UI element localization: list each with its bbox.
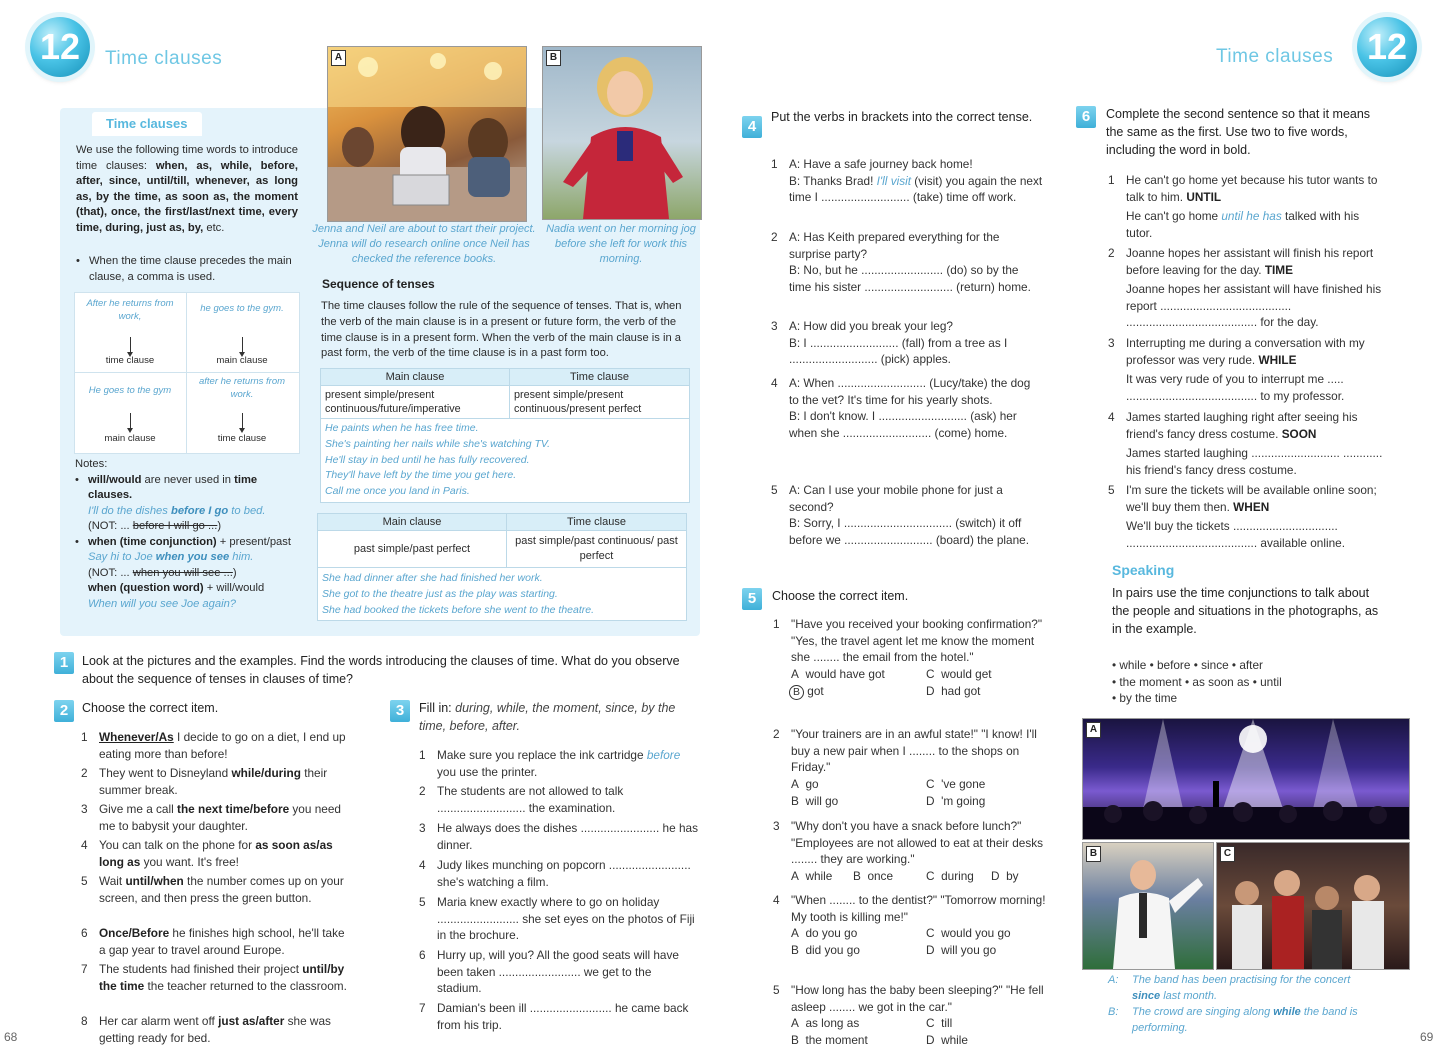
exercise-2-item: 3 Give me a call the next time/before you need me to babysit your daughter.: [81, 802, 341, 833]
photo-b-caption: Nadia went on her morning jog before she left for work this morning.: [546, 223, 696, 265]
exercise-6-item: 1 He can't go home yet because his tutor wants to talk to him. UNTIL He can't go home until he has talked with his tutor.: [1108, 173, 1378, 240]
table-header-main: Main clause: [321, 369, 510, 386]
tenses-table-present: [320, 368, 690, 503]
exercise-3-item: 3 He always does the dishes ........................ he has dinner.: [419, 821, 698, 852]
table-header-main: Main clause: [318, 514, 507, 531]
sequence-text: The time clauses follow the rule of the sequence of tenses. That is, when the verb of the main clause is in a present or future form, the verb of the time clause is in a present form. When the verb of the main clause is in a past form, the verb of the time clause is in a past form too.: [321, 300, 682, 360]
card-divider: [75, 372, 299, 373]
exercise-2-item: 8 Her car alarm went off just as/after she was getting ready for bed.: [81, 1014, 331, 1045]
photo-jogger: [542, 46, 702, 220]
photo-label-a: A: [1086, 722, 1101, 738]
exercise-3-instructions: Fill in: during, while, the moment, since, by the time, before, after.: [419, 701, 676, 733]
speaking-instructions: In pairs use the time conjunctions to talk about the people and situations in the photographs, as in the example.: [1112, 586, 1379, 636]
exercise-6-item: 3 Interrupting me during a conversation with my professor was very rude. WHILE It was very rude of you to interrupt me ..... ........................................ to my professor.: [1108, 336, 1365, 403]
exercise-6-item: 4 James started laughing right after seeing his friend's fancy dress costume. SOON James started laughing ........................... ............ his friend's fancy dress costume.: [1108, 410, 1383, 477]
card-divider: [186, 293, 187, 453]
table-examples: She had dinner after she had finished her work. She got to the theatre just as the play was starting. She had booked the tickets before she went to the theatre.: [318, 568, 687, 621]
example-main-clause-first: He goes to the gym: [88, 385, 172, 396]
example-main-clause-second: he goes to the gym.: [200, 303, 284, 314]
exercise-3-item: 7 Damian's been ill ......................... he came back from his trip.: [419, 1001, 689, 1032]
table-cell-main-tenses: past simple/past perfect: [318, 531, 507, 568]
exercise-3-item: 5 Maria knew exactly where to go on holiday ......................... she set eyes on the photos of Fiji in the brochure.: [419, 895, 695, 942]
exercise-3-item: 4 Judy likes munching on popcorn ......................... she's watching a film.: [419, 858, 691, 889]
photo-label-b: B: [1086, 846, 1101, 862]
table-header-time: Time clause: [510, 369, 690, 386]
exercise-6-item: 2 Joanne hopes her assistant will finish his report before leaving for the day. TIME Joanne hopes her assistant will have finished his report ........................................ ........................................ for the day.: [1108, 246, 1382, 329]
exercise-4-item: 3 A: How did you break your leg? B: I ........................... (fall) from a tree as I ........................... (pick) apples.: [771, 319, 1008, 366]
photo-a-caption: Jenna and Neil are about to start their project. Jenna will do research online once Neil has checked the reference books.: [312, 223, 536, 265]
speaking-heading: Speaking: [1112, 562, 1175, 578]
exercise-number-1: 1: [54, 652, 74, 674]
exercise-5-item: 1 "Have you received your booking confirmation?" "Yes, the travel agent let me know the moment she ........ the email from the hotel." A would have got C would get B got D had got: [773, 617, 1043, 698]
arrow-down-icon: [242, 413, 243, 429]
notes-heading: Notes:: [75, 458, 108, 470]
exercise-2-item: 5 Wait until/when the number comes up on your screen, and then press the green button.: [81, 874, 344, 905]
table-cell-main-tenses: present simple/present continuous/future/imperative: [321, 386, 510, 419]
exercise-3-item: 1 Make sure you replace the ink cartridge before you use the printer.: [419, 748, 681, 779]
exercise-4-item: 5 A: Can I use your mobile phone for just a second? B: Sorry, I ................................. (switch) it off before we ........................... (board) the plane.: [771, 483, 1029, 547]
exercise-2-item: 6 Once/Before he finishes high school, he'll take a gap year to travel around Europe.: [81, 926, 345, 957]
exercise-6-item: 5 I'm sure the tickets will be available online soon; we'll buy them then. WHEN We'll buy the tickets ................................ ........................................ available online.: [1108, 483, 1377, 550]
exercise-1-instructions: Look at the pictures and the examples. Find the words introducing the clauses of time. What do you observe about the sequence of tenses in clauses of time?: [82, 654, 680, 686]
label-main-clause: main clause: [216, 355, 268, 366]
notes: [75, 457, 297, 612]
exercise-number-5: 5: [742, 588, 762, 610]
note-when-conjunction: • when (time conjunction) + present/past Say hi to Joe when you see him. (NOT: ... when you will see ...) when (question word) + will/would When will you see Joe again?: [75, 535, 291, 610]
page-number-left: 68: [4, 1030, 18, 1044]
arrow-down-icon: [242, 337, 243, 353]
exercise-5-instructions: Choose the correct item.: [772, 589, 909, 603]
note-will-would: • will/would are never used in time clauses. I'll do the dishes before I go to bed. (NOT: ... before I will go ...): [75, 473, 266, 532]
exercise-6-instructions: Complete the second sentence so that it means the same as the first. Use two to five words, including the word in bold.: [1106, 107, 1371, 157]
crowd-illustration: [1217, 843, 1409, 969]
exercise-5-item: 2 "Your trainers are in an awful state!" "I know! I'll buy a new pair when I ........ to the shops on Friday." A go C 've gone B will go D 'm going: [773, 727, 1037, 808]
exercise-number-3: 3: [390, 700, 410, 722]
exercise-number-4: 4: [742, 116, 762, 138]
clause-order-card: [74, 292, 300, 454]
theory-intro: We use the following time words to introduce time clauses: when, as, while, before, after, since, until/till, whenever, as long as, by the time, as soon as, the moment (that), once, the first/last/next time, every time, during, just as, by, etc.: [76, 144, 298, 234]
photo-concert: [1082, 718, 1410, 840]
exercise-number-2: 2: [54, 700, 74, 722]
students-illustration: [328, 47, 526, 221]
theory-tab: Time clauses: [92, 112, 202, 136]
selected-answer-circle[interactable]: B: [789, 685, 804, 700]
exercise-4-instructions: Put the verbs in brackets into the correct tense.: [771, 110, 1033, 124]
exercise-4-item: 1 A: Have a safe journey back home! B: Thanks Brad! I'll visit (visit) you again the next time I ........................... (take) time off work.: [771, 157, 1043, 204]
exercise-2-item: 1 Whenever/As I decide to go on a diet, I end up eating more than before!: [81, 730, 346, 761]
jogger-illustration: [543, 47, 701, 219]
photo-label-b: B: [546, 50, 561, 66]
example-time-clause-second: after he returns from work.: [198, 376, 286, 400]
coach-illustration: [1083, 843, 1213, 969]
table-examples: He paints when he has free time. She's painting her nails while she's watching TV. He'll stay in bed until he has fully recovered. They'll have left by the time you get here. Call me once you land in Paris.: [321, 419, 690, 503]
exercise-3-item: 2 The students are not allowed to talk ........................... the examination.: [419, 784, 624, 815]
arrow-down-icon: [130, 337, 131, 353]
exercise-5-item: 3 "Why don't you have a snack before lunch?" "Employees are not allowed to eat at their desks ........ they are working." A while B once C during D by: [773, 819, 1044, 883]
exercise-5-item: 4 "When ........ to the dentist?" "Tomorrow morning! My tooth is killing me!" A do you go C would you go B did you go D will you go: [773, 893, 1046, 957]
speaking-example-dialogue: A: The band has been practising for the concert since last month. B: The crowd are singing along while the band is performing.: [1108, 974, 1358, 1034]
label-time-clause: time clause: [217, 433, 267, 444]
concert-illustration: [1083, 719, 1409, 839]
chapter-title: Time clauses: [1216, 46, 1334, 67]
exercise-4-item: 4 A: When ........................... (Lucy/take) the dog to the vet? It's time for his yearly shots. B: I don't know. I ........................... (ask) her when she ........................... (come) home.: [771, 376, 1031, 440]
photo-students-library: [327, 46, 527, 222]
exercise-4-item: 2 A: Has Keith prepared everything for the surprise party? B: No, but he ......................... (do) so by the time his sister ........................... (return) home.: [771, 230, 1031, 294]
label-time-clause: time clause: [105, 355, 155, 366]
exercise-3-item: 6 Hurry up, will you? All the good seats will have been taken ......................... we get to the stadium.: [419, 948, 679, 995]
chapter-number-badge: 12: [1357, 17, 1417, 77]
exercise-2-item: 4 You can talk on the phone for as soon as/as long as you want. It's free!: [81, 838, 333, 869]
label-main-clause: main clause: [104, 433, 156, 444]
table-header-time: Time clause: [507, 514, 687, 531]
speaking-word-list: • while • before • since • after • the moment • as soon as • until • by the time: [1112, 658, 1282, 705]
table-cell-time-tenses: past simple/past continuous/ past perfect: [507, 531, 687, 568]
arrow-down-icon: [130, 413, 131, 429]
exercise-2-item: 2 They went to Disneyland while/during their summer break.: [81, 766, 328, 797]
chapter-title: Time clauses: [105, 48, 223, 69]
table-cell-time-tenses: present simple/present continuous/present perfect: [510, 386, 690, 419]
exercise-5-item: 5 "How long has the baby been sleeping?" "He fell asleep ........ we got in the car." A as long as C till B the moment D while: [773, 983, 1044, 1047]
example-time-clause-first: After he returns from work,: [86, 298, 174, 322]
photo-label-c: C: [1220, 846, 1235, 862]
page-number-right: 69: [1420, 1030, 1434, 1044]
chapter-number-badge: 12: [30, 17, 90, 77]
sequence-heading: Sequence of tenses: [322, 277, 435, 291]
exercise-2-instructions: Choose the correct item.: [82, 701, 219, 715]
tenses-table-past: [317, 513, 687, 621]
theory-bullet-comma: • When the time clause precedes the main clause, a comma is used.: [76, 255, 292, 283]
photo-coach: [1082, 842, 1214, 970]
photo-crowd: [1216, 842, 1410, 970]
photo-label-a: A: [331, 50, 346, 66]
exercise-number-6: 6: [1076, 106, 1096, 128]
exercise-2-item: 7 The students had finished their project until/by the time the teacher returned to the classroom.: [81, 962, 347, 993]
